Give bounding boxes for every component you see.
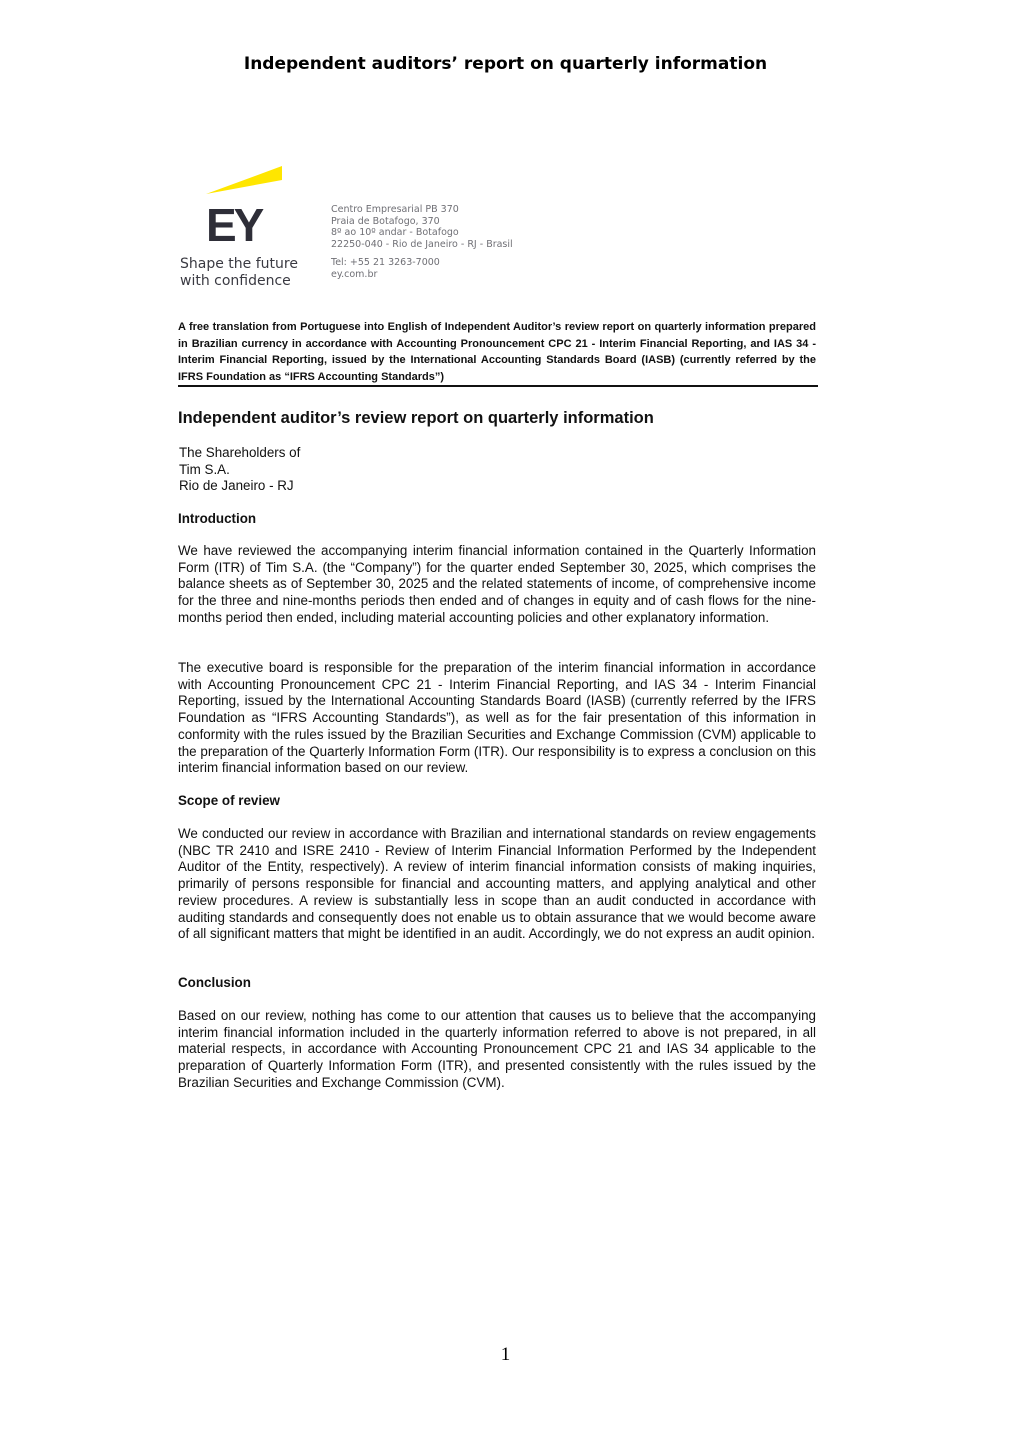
address-line: Praia de Botafogo, 370: [331, 215, 440, 227]
addressee-line: Tim S.A.: [179, 461, 230, 477]
logo-wordmark: EY: [206, 199, 262, 251]
page-header: Independent auditors’ report on quarterly information: [243, 54, 768, 74]
logo-tagline: [180, 256, 310, 290]
address-line: 22250-040 - Rio de Janeiro - RJ - Brasil: [331, 238, 513, 250]
divider-rule: [178, 385, 818, 387]
address-website: ey.com.br: [331, 268, 378, 280]
office-address: [331, 204, 513, 280]
scope-heading: Scope of review: [178, 793, 280, 808]
logo-accent-bar: [180, 166, 290, 196]
ey-logo: [180, 166, 310, 296]
translation-disclaimer: A free translation from Portuguese into English of Independent Auditor’s review report on quarterly information prepared in Brazilian currency in accordance with Accounting Pronouncement CPC 21 - Interim Financial Reporting, and IAS 34 - Interim Financial Reporting, issued by the International Accounting Standards Board (IASB) (currently referred by the IFRS Foundation as “IFRS Accounting Standards”): [178, 321, 816, 383]
logo-tagline-line1: Shape the future: [180, 256, 298, 272]
addressee-line: Rio de Janeiro - RJ: [179, 478, 294, 494]
addressee-line: The Shareholders of: [179, 445, 301, 460]
conclusion-heading: Conclusion: [178, 975, 251, 990]
address-line: 8º ao 10º andar - Botafogo: [331, 227, 459, 238]
logo-tagline-line2: with confidence: [180, 273, 291, 289]
conclusion-paragraph: Based on our review, nothing has come to our attention that causes us to believe that the accompanying interim financial information included in the quarterly information referred to above is not prepared, in all material respects, in accordance with Accounting Pronouncement CPC 21 and IAS 34 applicable to the preparation of Quarterly Information Form (ITR), and presented consistently with the rules issued by the Brazilian Securities and Exchange Commission (CVM).: [178, 1008, 816, 1090]
addressee: [179, 445, 300, 495]
page-number: 1: [500, 1344, 511, 1365]
introduction-paragraph-2: The executive board is responsible for the preparation of the interim financial information in accordance with Accounting Pronouncement CPC 21 - Interim Financial Reporting, and IAS 34 - Interim Financial Reporting, issued by the International Accounting Standards Board (IASB) (currently referred by the IFRS Foundation as “IFRS Accounting Standards”), as well as for the fair presentation of this information in conformity with the rules issued by the Brazilian Securities and Exchange Commission (CVM) applicable to the preparation of the Quarterly Information Form (ITR). Our responsibility is to express a conclusion on this interim financial information based on our review.: [178, 660, 816, 776]
introduction-paragraph-1: We have reviewed the accompanying interim financial information contained in the Quarterly Information Form (ITR) of Tim S.A. (the “Company”) for the quarter ended September 30, 2025, which comprises the balance sheets as of September 30, 2025 and the related statements of income, of comprehensive income for the three and nine-months periods then ended and of changes in equity and of cash flows for the nine-months period then ended, including material accounting policies and other explanatory information.: [178, 543, 816, 625]
address-line: Centro Empresarial PB 370: [331, 204, 459, 215]
introduction-heading: Introduction: [178, 511, 257, 526]
scope-paragraph: We conducted our review in accordance with Brazilian and international standards on review engagements (NBC TR 2410 and ISRE 2410 - Review of Interim Financial Information Performed by the Independent Auditor of the Entity, respectively). A review of interim financial information consists of making inquiries, primarily of persons responsible for financial and accounting matters, and applying analytical and other review procedures. A review is substantially less in scope than an audit conducted in accordance with auditing standards and consequently does not enable us to obtain assurance that we would become aware of all significant matters that might be identified in an audit. Accordingly, we do not express an audit opinion.: [178, 826, 816, 942]
address-phone: Tel: +55 21 3263-7000: [331, 257, 440, 268]
report-title: Independent auditor’s review report on quarterly information: [178, 409, 654, 427]
